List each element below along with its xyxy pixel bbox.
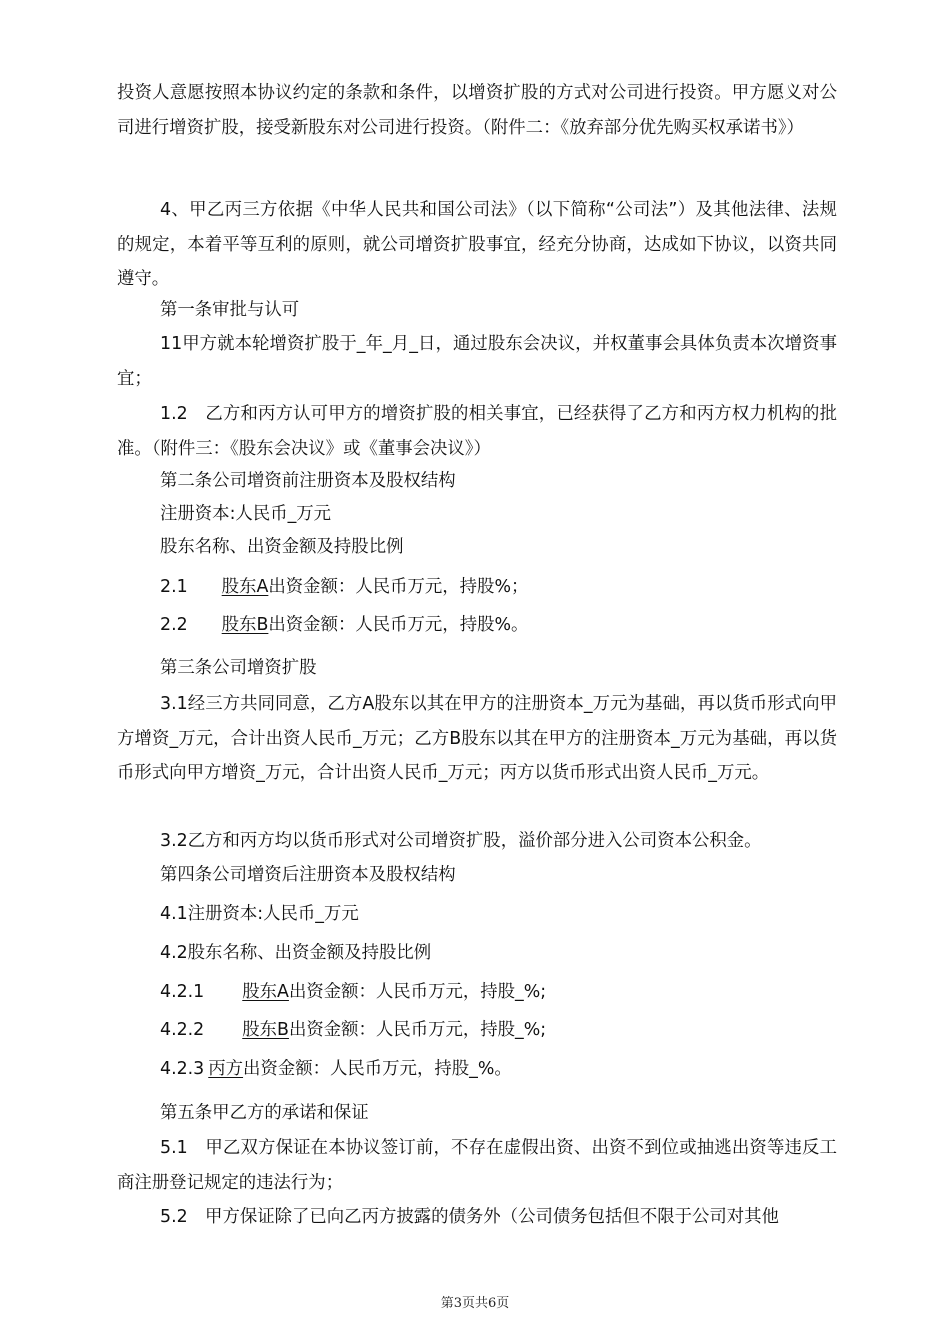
shareholder-name: 股东A — [242, 982, 289, 1002]
paragraph-legal-basis: 4、甲乙丙三方依据《中华人民共和国公司法》（以下简称“公司法”）及其他法律、法规的规定，本着平等互利的原则，就公司增资扩股事宜，经充分协商，达成如下协议，以资共同遵守。 — [117, 200, 837, 289]
paragraph-5-1: 5.1 甲乙双方保证在本协议签订前，不存在虚假出资、出资不到位或抽逃出资等违反工商注册登记规定的违法行为； — [117, 1138, 837, 1193]
shareholding-text: 出资金额：人民币万元，持股%。 — [268, 615, 529, 635]
shareholder-structure-label-after: 4.2股东名称、出资金额及持股比例 — [160, 943, 432, 963]
registered-capital-before: 注册资本:人民币_万元 — [160, 504, 332, 524]
paragraph-3-2: 3.2乙方和丙方均以货币形式对公司增资扩股，溢价部分进入公司资本公积金。 — [160, 831, 762, 851]
paragraph-investor-intent: 投资人意愿按照本协议约定的条款和条件，以增资扩股的方式对公司进行投资。甲方愿义对公司进行增资扩股，接受新股东对公司进行投资。（附件二：《放弃部分优先购买权承诺书》） — [117, 83, 837, 138]
shareholder-name: 丙方 — [208, 1059, 244, 1079]
shareholding-text: 出资金额：人民币万元，持股_%。 — [243, 1059, 512, 1079]
clause-number: 4.2.2 — [160, 1020, 205, 1040]
article-2-heading: 第二条公司增资前注册资本及股权结构 — [160, 471, 456, 491]
shareholding-row-2-1 — [160, 570, 528, 604]
shareholding-row-4-2-1 — [160, 975, 546, 1009]
page-number-footer: 第3页共6页 — [440, 1296, 510, 1311]
article-1-heading: 第一条审批与认可 — [160, 300, 300, 320]
clause-number: 2.1 — [160, 577, 188, 597]
shareholding-text: 出资金额：人民币万元，持股%； — [268, 577, 529, 597]
clause-number: 2.2 — [160, 615, 188, 635]
registered-capital-after: 4.1注册资本:人民币_万元 — [160, 904, 359, 924]
shareholder-name: 股东B — [221, 615, 269, 635]
article-5-heading: 第五条甲乙方的承诺和保证 — [160, 1103, 369, 1123]
shareholder-name: 股东A — [221, 577, 269, 597]
article-4-heading: 第四条公司增资后注册资本及股权结构 — [160, 865, 456, 885]
shareholding-row-4-2-2 — [160, 1013, 546, 1047]
shareholding-row-4-2-3 — [160, 1052, 512, 1086]
clause-number: 4.2.3 — [160, 1059, 205, 1079]
clause-number: 4.2.1 — [160, 982, 205, 1002]
shareholder-structure-label: 股东名称、出资金额及持股比例 — [160, 537, 404, 557]
paragraph-5-2: 5.2 甲方保证除了已向乙丙方披露的债务外（公司债务包括但不限于公司对其他 — [160, 1207, 779, 1227]
paragraph-1-1: 11甲方就本轮增资扩股于_年_月_日，通过股东会决议，并权董事会具体负责本次增资事宜； — [117, 334, 837, 389]
paragraph-3-1: 3.1经三方共同同意，乙方A股东以其在甲方的注册资本_万元为基础，再以货币形式向甲方增资_万元，合计出资人民币_万元；乙方B股东以其在甲方的注册资本_万元为基础，再以货币形式向甲方增资_万元，合计出资人民币_万元；丙方以货币形式出资人民币_万元。 — [117, 694, 837, 783]
article-3-heading: 第三条公司增资扩股 — [160, 658, 317, 678]
shareholding-text: 出资金额：人民币万元，持股_%; — [288, 982, 547, 1002]
shareholding-row-2-2 — [160, 608, 528, 642]
shareholder-name: 股东B — [242, 1020, 289, 1040]
shareholding-text: 出资金额：人民币万元，持股_%; — [288, 1020, 547, 1040]
paragraph-1-2: 1.2 乙方和丙方认可甲方的增资扩股的相关事宜，已经获得了乙方和丙方权力机构的批准。（附件三：《股东会决议》或《董事会决议》） — [117, 404, 837, 459]
